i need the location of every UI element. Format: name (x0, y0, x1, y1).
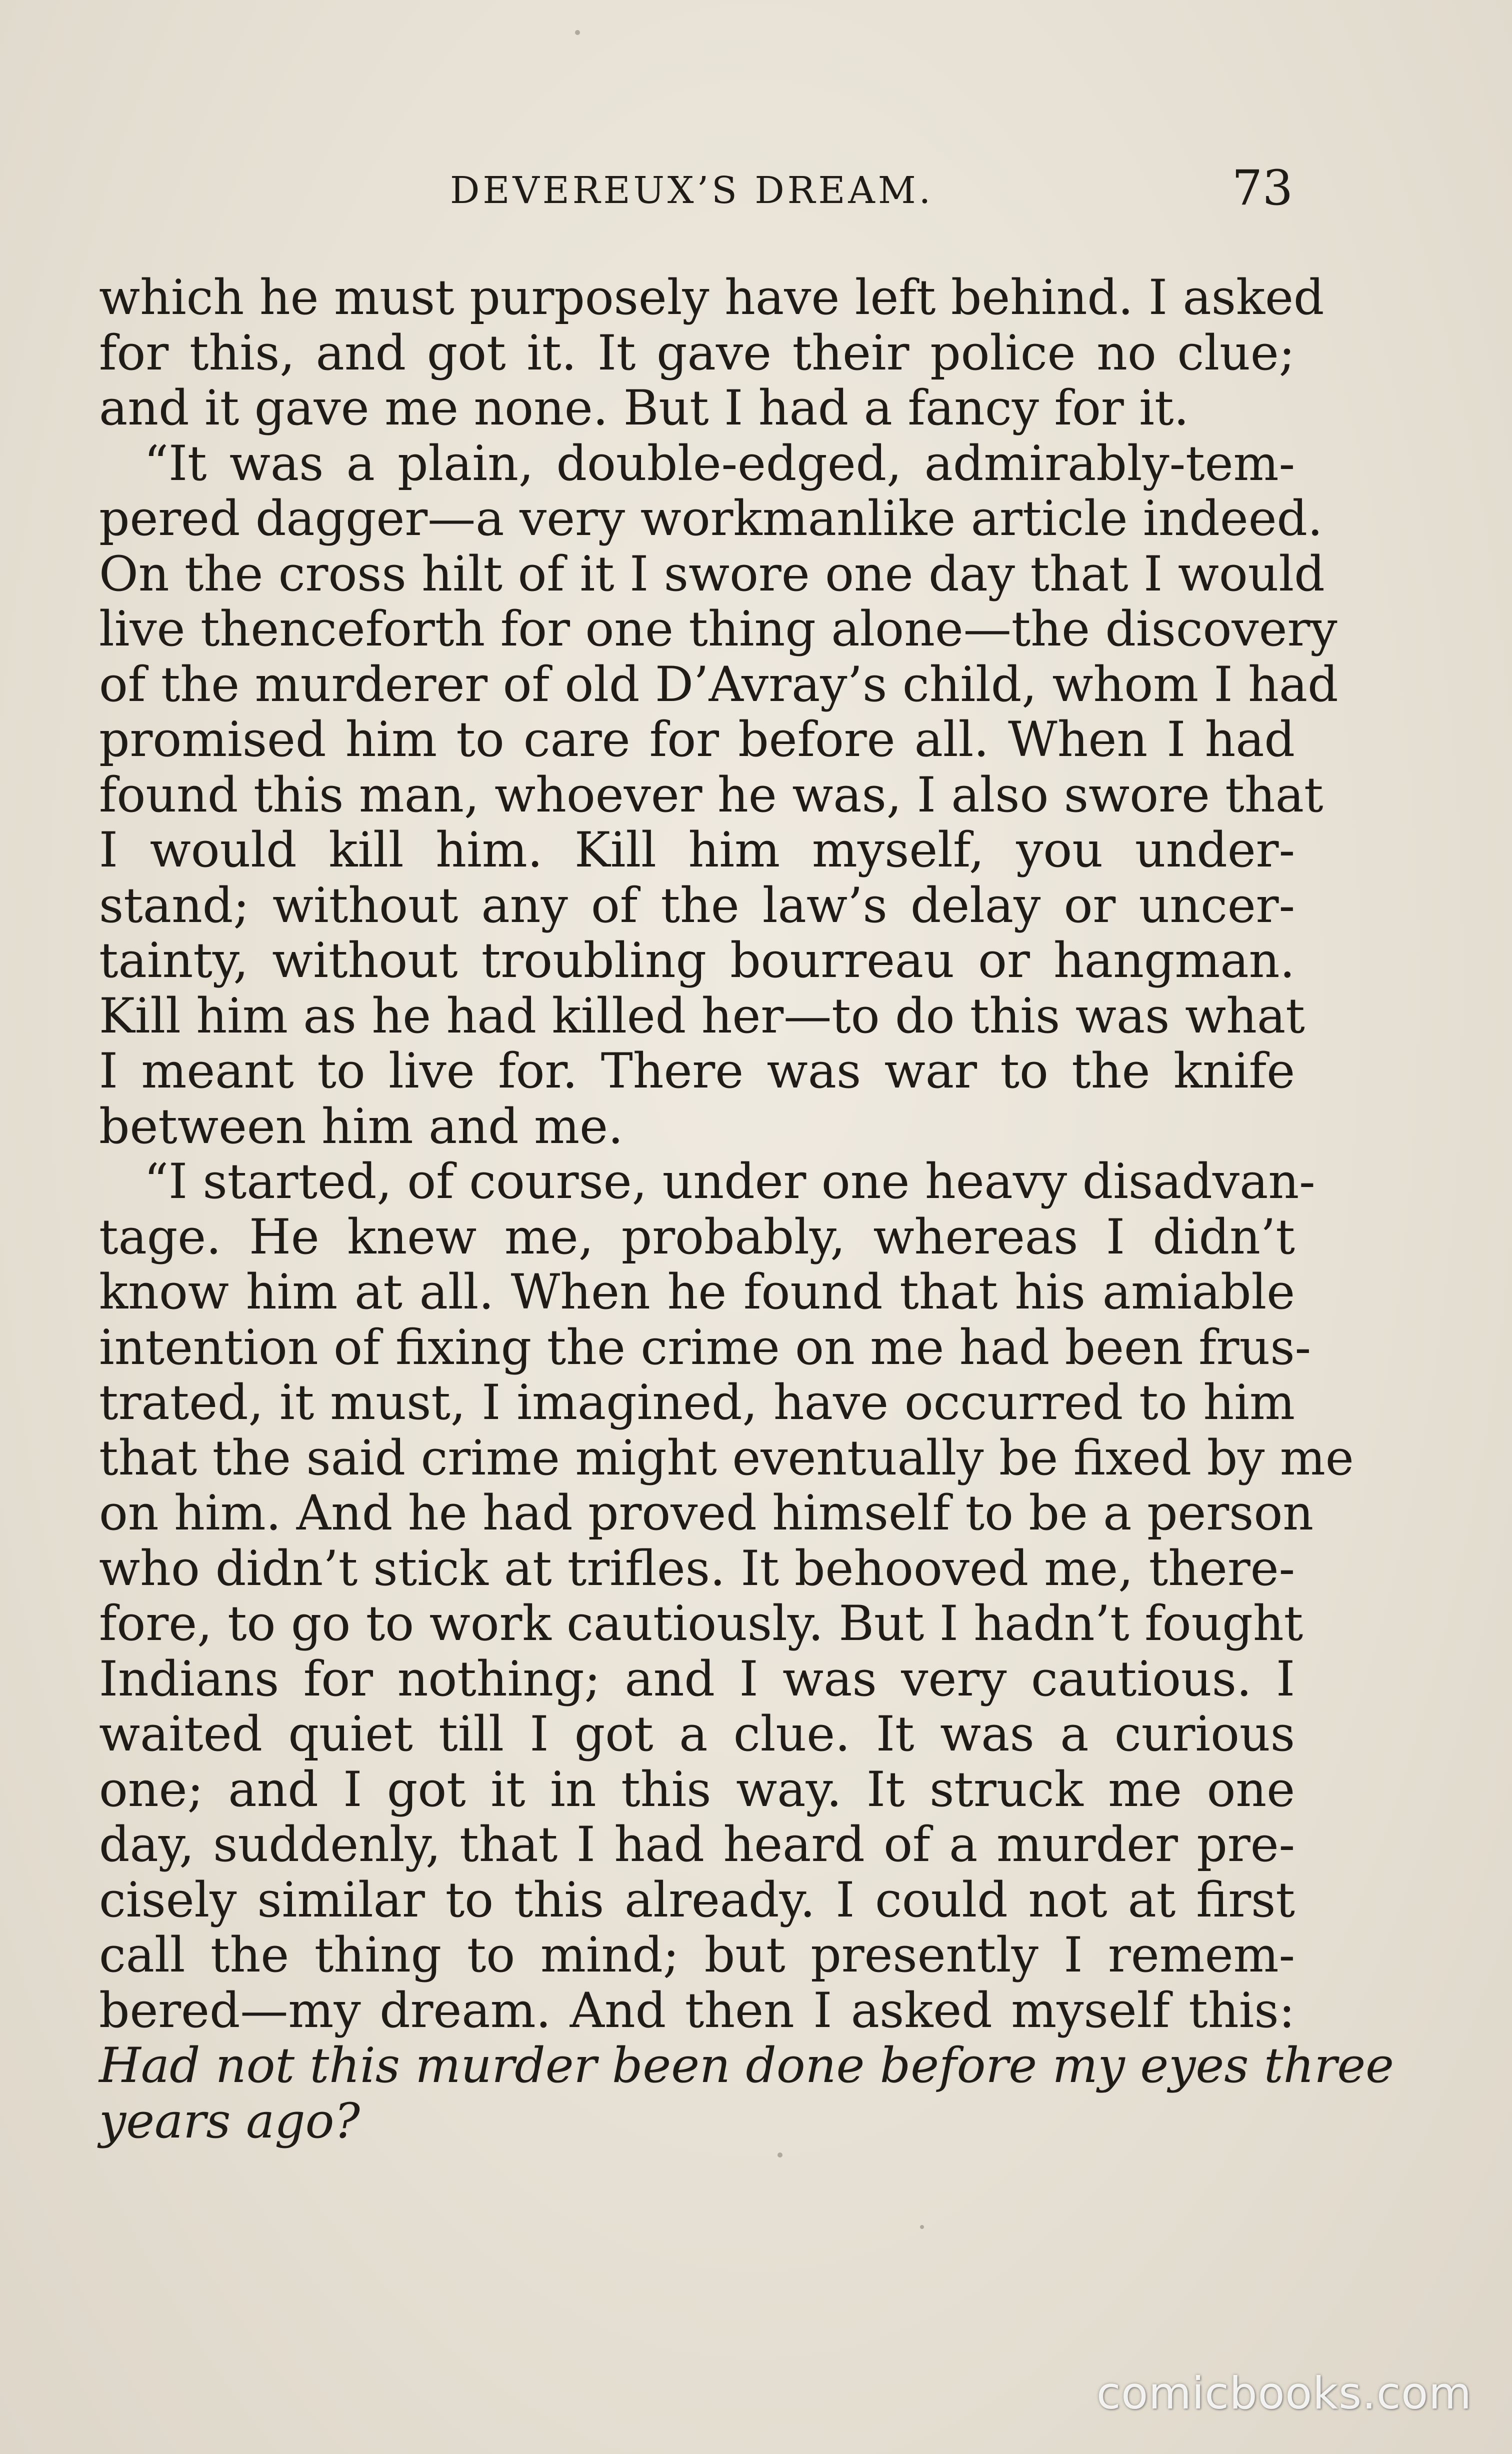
text-line: On the cross hilt of it I swore one day that I would (99, 546, 1325, 602)
text-line: stand; without any of the law’s delay or uncer- (99, 877, 1295, 934)
paper-speck (920, 2225, 924, 2229)
text-line: and it gave me none. But I had a fancy for it. (99, 380, 1190, 436)
text-line: “I started, of course, under one heavy disadvan- (144, 1154, 1316, 1210)
text-line: day, suddenly, that I had heard of a murder pre- (99, 1816, 1295, 1872)
text-line: on him. And he had proved himself to be a person (99, 1485, 1314, 1541)
text-line: cisely similar to this already. I could not at first (99, 1872, 1295, 1928)
page-number: 73 (1232, 160, 1293, 216)
text-line: call the thing to mind; but presently I remem- (99, 1927, 1295, 1983)
text-line: who didn’t stick at trifles. It behooved me, there- (99, 1540, 1295, 1596)
text-line: one; and I got it in this way. It struck me one (99, 1761, 1295, 1818)
text-line: years ago? (99, 2092, 360, 2149)
text-line: bered—my dream. And then I asked myself this: (99, 1982, 1295, 2038)
watermark: comicbooks.com (1096, 2368, 1472, 2419)
text-line: tage. He knew me, probably, whereas I didn’t (99, 1208, 1295, 1265)
text-line: between him and me. (99, 1098, 624, 1154)
paper-speck (778, 2152, 782, 2158)
text-line: which he must purposely have left behind. I asked (99, 270, 1324, 326)
text-line: for this, and got it. It gave their police no clue; (99, 324, 1295, 381)
text-line: live thenceforth for one thing alone—the discovery (99, 601, 1338, 657)
text-line: that the said crime might eventually be fixed by me (99, 1430, 1354, 1486)
text-line: of the murderer of old D’Avray’s child, whom I had (99, 656, 1338, 712)
page-header (100, 160, 1293, 220)
text-line: intention of fixing the crime on me had been frus- (99, 1319, 1312, 1376)
text-line: promised him to care for before all. When I had (99, 712, 1295, 768)
text-line: waited quiet till I got a clue. It was a curious (99, 1706, 1295, 1762)
running-title: DEVEREUX’S DREAM. (450, 169, 934, 212)
text-line: Had not this murder been done before my eyes three (99, 2038, 1394, 2094)
text-line: I would kill him. Kill him myself, you under- (99, 822, 1295, 878)
text-line: Kill him as he had killed her—to do this was what (99, 988, 1305, 1044)
text-line: trated, it must, I imagined, have occurred to him (99, 1374, 1295, 1430)
body-text (99, 270, 1394, 2240)
text-line: I meant to live for. There was war to the knife (99, 1043, 1295, 1099)
text-line: pered dagger—a very workmanlike article indeed. (99, 490, 1323, 546)
text-line: found this man, whoever he was, I also swore that (99, 766, 1324, 823)
text-line: Indians for nothing; and I was very cautious. I (99, 1650, 1295, 1707)
paper-speck (575, 30, 580, 35)
text-line: “It was a plain, double-edged, admirably-tem- (144, 435, 1295, 492)
text-line: fore, to go to work cautiously. But I hadn’t fought (99, 1596, 1304, 1652)
text-line: know him at all. When he found that his amiable (99, 1264, 1295, 1320)
text-line: tainty, without troubling bourreau or hangman. (99, 932, 1295, 988)
